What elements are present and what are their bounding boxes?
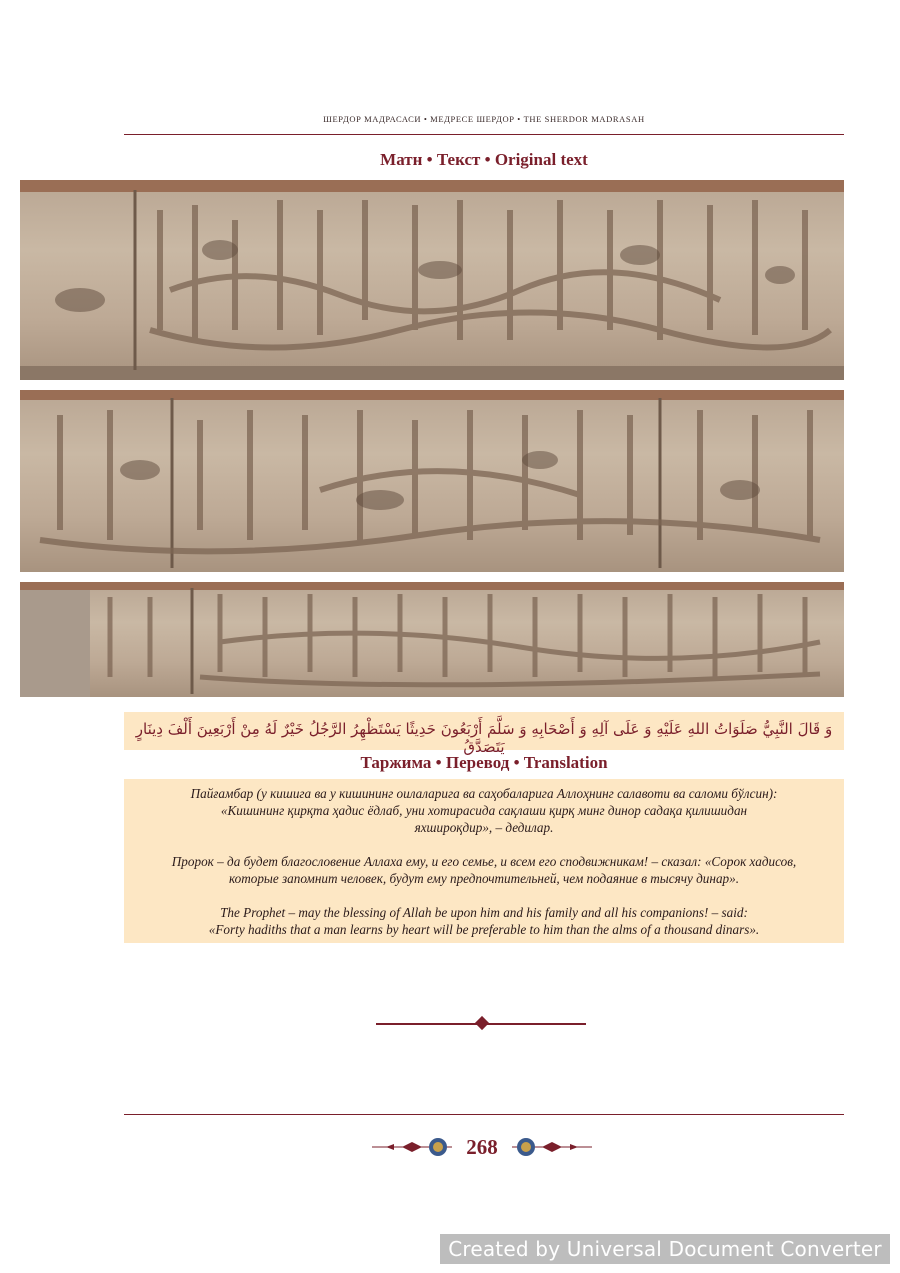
translation-title: Таржима • Перевод • Translation	[360, 753, 608, 772]
calligraphy-frieze-photo-2	[20, 390, 844, 572]
calligraphy-frieze-photo-3	[20, 582, 844, 697]
running-header: ШЕРДОР МАДРАСАСИ • МЕДРЕСЕ ШЕРДОР • THE SHERDOR MADRASAH	[323, 114, 645, 124]
header-rule	[124, 134, 844, 135]
page-number: 268	[456, 1134, 508, 1160]
uzbek-line-2: «Кишининг қирқта ҳадис ёдлаб, уни хотирасида сақлаши қирқ минг динор садақа қилишидан	[220, 803, 748, 818]
ornament-divider-left	[376, 1023, 480, 1025]
arabic-text-box	[124, 712, 844, 756]
ornament-divider-right	[484, 1023, 586, 1025]
calligraphy-frieze-photo-1	[20, 180, 844, 380]
arabic-inscription-text: وَ قَالَ النَّبِيُّ صَلَوَاتُ اللهِ عَلَيْهِ وَ عَلَى آلِهِ وَ أَصْحَابِهِ وَ سَلَّمَ أَرْبَعُونَ حَدِيثًا يَسْتَظْهِرُ الرَّجُلُ خَيْرٌ لَهُ مِنْ أَرْبَعِينَ أَلْفَ دِينَارٍ يَتَصَدَّقُ	[135, 720, 833, 756]
uzbek-line-3: яхшироқдир», – дедилар.	[414, 820, 554, 835]
english-line-2: «Forty hadiths that a man learns by heart will be preferable to him than the alms of a thousand dinars».	[208, 922, 760, 937]
english-line-1: The Prophet – may the blessing of Allah be upon him and his family and all his companions! – said:	[220, 905, 748, 920]
translation-box	[124, 779, 844, 943]
russian-line-2: которые запомнит человек, будут ему предпочтительней, чем подаяние в тысячу динар».	[228, 871, 740, 886]
footer-rule	[124, 1114, 844, 1115]
original-text-title: Матн • Текст • Original text	[380, 150, 588, 169]
converter-watermark: Created by Universal Document Converter	[440, 1234, 890, 1264]
russian-line-1: Пророк – да будет благословение Аллаха ему, и его семье, и всем его сподвижникам! – сказал: «Сорок хадисов,	[171, 854, 797, 869]
uzbek-line-1: Пайғамбар (у кишига ва у кишининг оилаларига ва саҳобаларига Аллоҳнинг салавоти ва саломи бўлсин):	[190, 786, 778, 801]
